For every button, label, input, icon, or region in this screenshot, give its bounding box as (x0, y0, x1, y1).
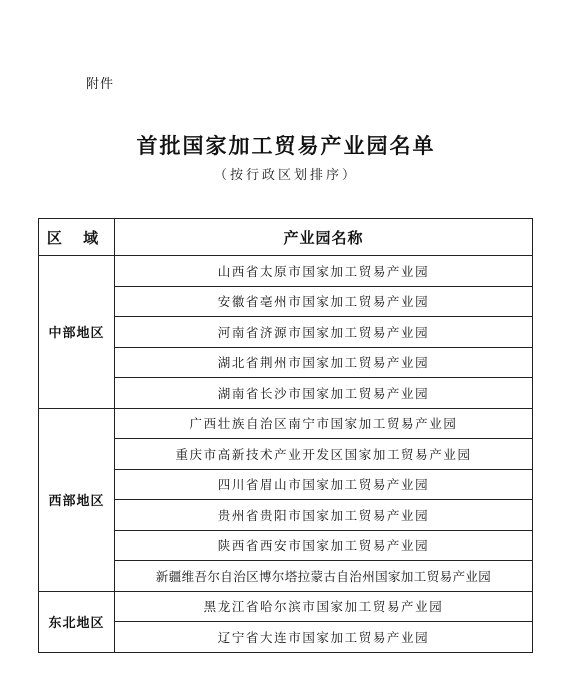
attachment-label: 附件 (86, 77, 115, 92)
document-title: 首批国家加工贸易产业园名单 (136, 134, 436, 158)
park-name-cell: 湖南省长沙市国家加工贸易产业园 (115, 378, 533, 409)
park-name-cell: 辽宁省大连市国家加工贸易产业园 (115, 622, 533, 653)
park-name-cell: 重庆市高新技术产业开发区国家加工贸易产业园 (115, 439, 533, 470)
table-header-row (39, 219, 533, 256)
park-name-cell: 山西省太原市国家加工贸易产业园 (115, 256, 533, 287)
region-column-header: 区 域 (39, 219, 115, 256)
park-name-cell: 陕西省西安市国家加工贸易产业园 (115, 530, 533, 561)
park-name-cell: 黑龙江省哈尔滨市国家加工贸易产业园 (115, 591, 533, 622)
park-name-cell: 广西壮族自治区南宁市国家加工贸易产业园 (115, 408, 533, 439)
table-row (39, 408, 533, 439)
region-cell-central: 中部地区 (39, 256, 115, 409)
park-name-cell: 四川省眉山市国家加工贸易产业园 (115, 469, 533, 500)
table-row (39, 256, 533, 287)
park-list-table (38, 218, 533, 653)
park-name-cell: 河南省济源市国家加工贸易产业园 (115, 317, 533, 348)
park-name-cell: 新疆维吾尔自治区博尔塔拉蒙古自治州国家加工贸易产业园 (115, 561, 533, 592)
park-name-cell: 贵州省贵阳市国家加工贸易产业园 (115, 500, 533, 531)
table-row (39, 591, 533, 622)
park-name-column-header: 产业园名称 (115, 219, 533, 256)
park-name-cell: 湖北省荆州市国家加工贸易产业园 (115, 347, 533, 378)
park-name-cell: 安徽省亳州市国家加工贸易产业园 (115, 286, 533, 317)
region-cell-western: 西部地区 (39, 408, 115, 591)
region-cell-northeast: 东北地区 (39, 591, 115, 652)
document-subtitle: （按行政区划排序） (213, 168, 358, 183)
